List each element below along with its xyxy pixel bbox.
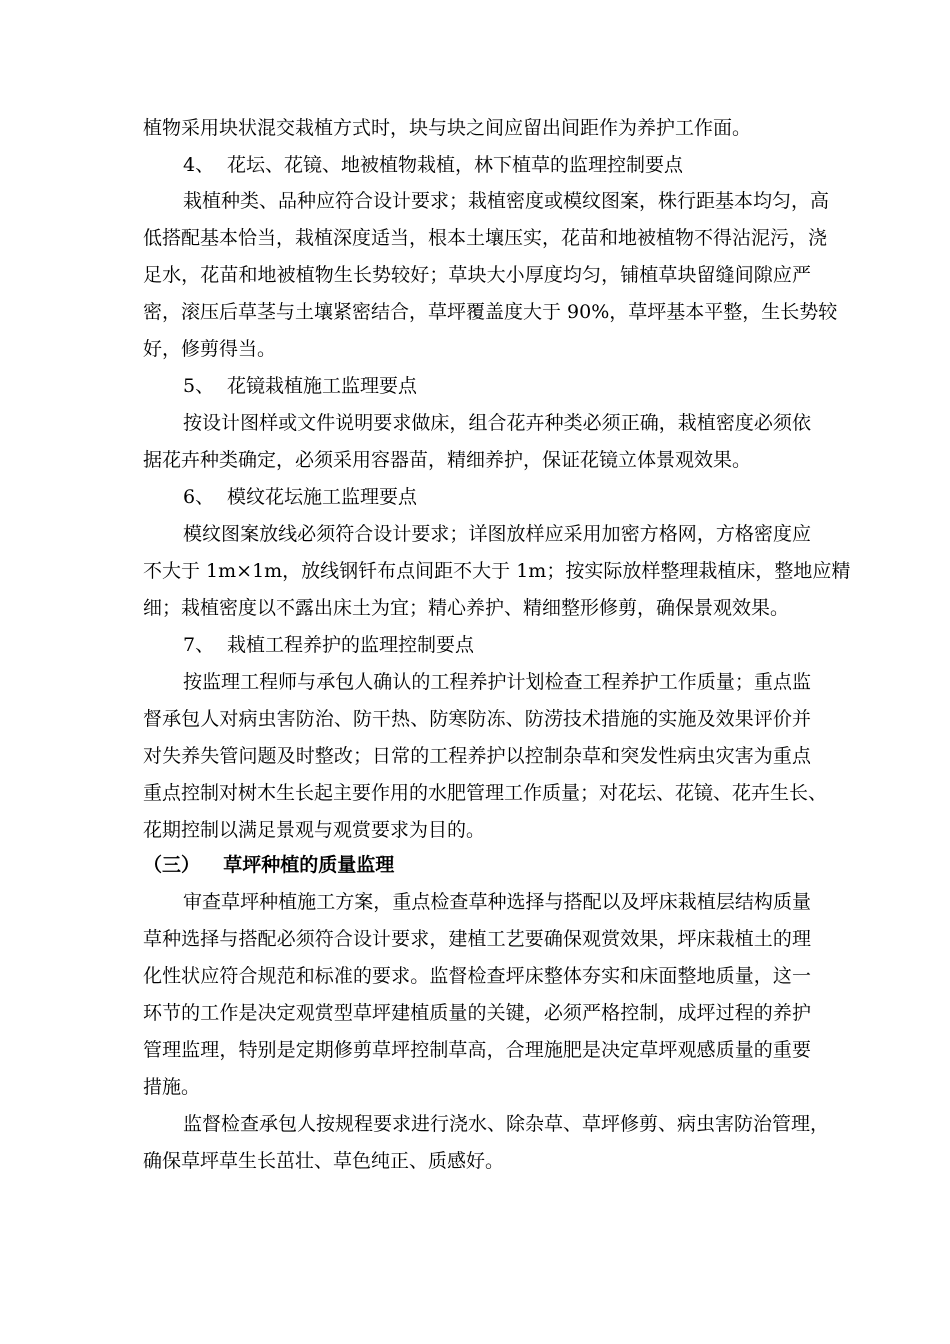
section-3-heading	[143, 852, 811, 878]
section-5-heading	[183, 373, 851, 399]
section-6-text-line: 不大于 1m×1m，放线钢钎布点间距不大于 1m；按实际放样整理栽植床，整地应精	[143, 560, 851, 582]
section-3-text-line: 草种选择与搭配必须符合设计要求，建植工艺要确保观赏效果，坪床栽植土的理	[143, 928, 811, 950]
section-7-heading	[183, 632, 851, 658]
section-7-number: 7、	[183, 634, 215, 656]
section-7-title: 栽植工程养护的监理控制要点	[227, 634, 475, 656]
section-7-text-line: 按监理工程师与承包人确认的工程养护计划检查工程养护工作质量；重点监	[183, 671, 811, 693]
section-7-text-line: 重点控制对树木生长起主要作用的水肥管理工作质量；对花坛、花镜、花卉生长、	[143, 782, 828, 804]
section-3-text-line: 监督检查承包人按规程要求进行浇水、除杂草、草坪修剪、病虫害防治管理，	[183, 1113, 830, 1135]
section-7-text-line: 花期控制以满足景观与观赏要求为目的。	[143, 819, 486, 841]
section-5-text-line: 按设计图样或文件说明要求做床，组合花卉种类必须正确，栽植密度必须依	[183, 412, 811, 434]
section-4-text-line: 低搭配基本恰当，栽植深度适当，根本土壤压实，花苗和地被植物不得沾泥污，浇	[143, 227, 828, 249]
section-4-heading	[183, 152, 851, 178]
section-6-text-line: 细；栽植密度以不露出床土为宜；精心养护、精细整形修剪，确保景观效果。	[143, 597, 790, 619]
section-4-text-line: 栽植种类、品种应符合设计要求；栽植密度或模纹图案，株行距基本均匀，高	[183, 190, 830, 212]
section-7-text-line: 督承包人对病虫害防治、防干热、防寒防冻、防涝技术措施的实施及效果评价并	[143, 708, 811, 730]
section-4-title: 花坛、花镜、地被植物栽植，林下植草的监理控制要点	[227, 154, 684, 176]
section-5-number: 5、	[183, 375, 215, 397]
section-3-text-line: 措施。	[143, 1076, 201, 1098]
paragraph-continuation: 植物采用块状混交栽植方式时，块与块之间应留出间距作为养护工作面。	[143, 117, 752, 139]
section-3-text-line: 审查草坪种植施工方案，重点检查草种选择与搭配以及坪床栽植层结构质量	[183, 891, 811, 913]
section-6-number: 6、	[183, 486, 215, 508]
section-7-text-line: 对失养失管问题及时整改；日常的工程养护以控制杂草和突发性病虫灾害为重点	[143, 745, 811, 767]
section-3-text-line: 确保草坪草生长茁壮、草色纯正、质感好。	[143, 1150, 505, 1172]
section-6-title: 模纹花坛施工监理要点	[227, 486, 418, 508]
section-4-text-line: 好，修剪得当。	[143, 338, 277, 360]
section-3-number: （三）	[143, 854, 201, 876]
section-5-text-line: 据花卉种类确定，必须采用容器苗，精细养护，保证花镜立体景观效果。	[143, 449, 752, 471]
section-3-text-line: 化性状应符合规范和标准的要求。监督检查坪床整体夯实和床面整地质量，这一	[143, 965, 811, 987]
section-5-title: 花镜栽植施工监理要点	[227, 375, 418, 397]
section-6-heading	[183, 484, 851, 510]
section-4-text-line: 密，滚压后草茎与土壤紧密结合，草坪覆盖度大于 90%，草坪基本平整，生长势较	[143, 301, 838, 323]
section-6-text-line: 模纹图案放线必须符合设计要求；详图放样应采用加密方格网，方格密度应	[183, 523, 811, 545]
section-3-text-line: 环节的工作是决定观赏型草坪建植质量的关键，必须严格控制，成坪过程的养护	[143, 1002, 811, 1024]
section-3-title: 草坪种植的质量监理	[223, 854, 395, 876]
section-3-text-line: 管理监理，特别是定期修剪草坪控制草高，合理施肥是决定草坪观感质量的重要	[143, 1039, 811, 1061]
section-4-text-line: 足水，花苗和地被植物生长势较好；草块大小厚度均匀，铺植草块留缝间隙应严	[143, 264, 811, 286]
section-4-number: 4、	[183, 154, 215, 176]
